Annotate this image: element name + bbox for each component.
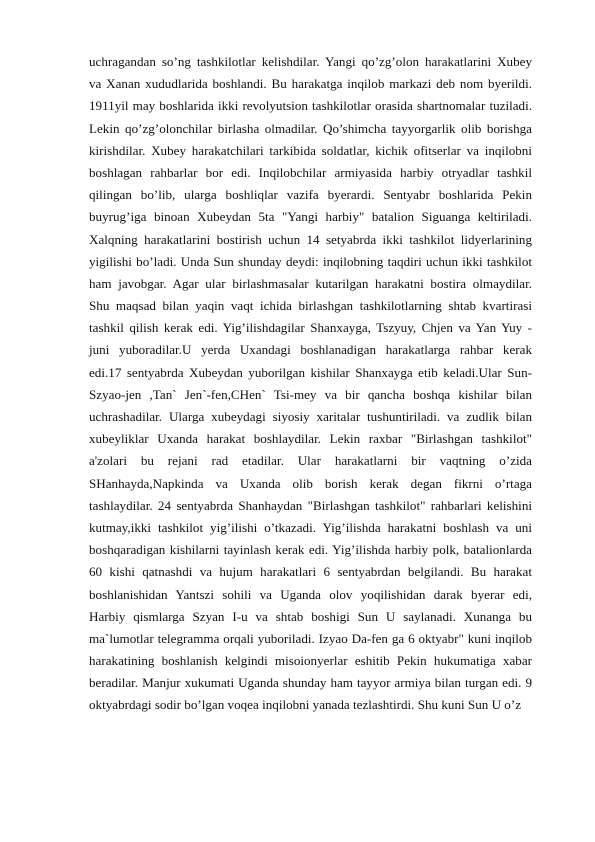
text-line: Harbiy qismlarga Szyan I-u va shtab boshigi Sun U saylanadi. Xunanga bu <box>89 608 532 624</box>
text-line: tashlaydilar. 24 sentyabrda Shanhaydan "Birlashgan tashkilot" rahbarlari kelishini <box>89 497 532 513</box>
text-line: Shu maqsad bilan yaqin vaqt ichida birlashgan tashkilotlarning shtab kvartirasi <box>89 298 532 314</box>
text-line: Xalqning harakatlarini bostirish uchun 14 setyabrda ikki tashkilot lidyerlarining <box>89 231 532 247</box>
text-line: boshqaradigan kishilarni tayinlash kerak edi. Yig’ilishda harbiy polk, batalionlarda <box>89 542 532 558</box>
text-line: uchragandan so’ng tashkilotlar kelishdilar. Yangi qo’zg’olon harakatlarini Xubey <box>89 54 532 69</box>
text-line: kirishdilar. Xubey harakatchilari tarkibida soldatlar, kichik ofitserlar va inqilobni <box>89 142 532 158</box>
text-line: SHanhayda,Napkinda va Uxanda olib borish kerak degan fikrni o’rtaga <box>89 475 532 491</box>
body-text <box>89 51 532 717</box>
text-line: 1911yil may boshlarida ikki revolyutsion tashkilotlar orasida shartnomalar tuziladi. <box>89 98 532 114</box>
text-line: yigilishi bo’ladi. Unda Sun shunday deydi: inqilobning taqdiri uchun ikki tashkilot <box>89 253 532 269</box>
text-line: ham javobgar. Agar ular birlashmasalar kutarilgan harakatni bostira olmaydilar. <box>89 275 532 291</box>
text-line: juni yuboradilar.U yerda Uxandagi boshlanadigan harakatlarga rahbar kerak <box>89 342 532 358</box>
text-line: ma`lumotlar telegramma orqali yuboriladi. Izyao Da-fen ga 6 oktyabr" kuni inqilob <box>89 630 532 646</box>
text-line: boshlagan rahbarlar bor edi. Inqilobchilar armiyasida harbiy otryadlar tashkil <box>89 164 532 180</box>
text-line: edi.17 sentyabrda Xubeydan yuborilgan kishilar Shanxayga etib keladi.Ular Sun- <box>89 364 532 380</box>
text-line: va Xanan xududlarida boshlandi. Bu harakatga inqilob markazi deb nom byerildi. <box>89 76 532 92</box>
text-line: oktyabrdagi sodir bo’lgan voqea inqilobni yanada tezlashtirdi. Shu kuni Sun U o’z <box>89 697 522 713</box>
text-line: tashkil qilish kerak edi. Yig’ilishdagilar Shanxayga, Tszyuy, Chjen va Yan Yuy - <box>89 320 532 336</box>
text-line: xubeyliklar Uxanda harakat boshlaydilar. Lekin raxbar "Birlashgan tashkilot" <box>89 431 532 447</box>
text-line: beradilar. Manjur xukumati Ugandа shunday ham tayyor armiya bilan turgan edi. 9 <box>89 675 532 691</box>
text-line: buyrug’iga binoan Xubeydan 5ta "Yangi harbiy" batalion Siguanga keltiriladi. <box>89 209 532 225</box>
text-line: Lekin qo’zg’olonchilar birlasha olmadilar. Qo’shimcha tayyorgarlik olib borishga <box>89 120 532 136</box>
text-line: qilingan bo’lib, ularga boshliqlar vazifa byerardi. Sentyabr boshlarida Pekin <box>89 187 532 203</box>
text-line: harakatining boshlanish kelgindi misoionyerlar eshitib Pekin hukumatiga xabar <box>89 653 532 669</box>
text-line: 60 kishi qatnashdi va hujum harakatlari 6 sentyabrdan belgilandi. Bu harakat <box>89 564 532 580</box>
text-line: a'zolari bu rejani rad etadilar. Ular harakatlarni bir vaqtning o’zida <box>89 453 532 469</box>
text-line: uchrashadilar. Ularga xubeydagi siyosiy xaritalar tushuntiriladi. va zudlik bilan <box>89 409 532 424</box>
text-line: Szyao-jen ,Tan` Jen`-fen,CHen` Tsi-mey va bir qancha boshqa kishilar bilan <box>89 386 532 402</box>
text-line: kutmay,ikki tashkilot yig’ilishi o’tkazadi. Yig’ilishda harakatni boshlash va uni <box>89 519 532 535</box>
text-line: boshlanishidan Yantszi sohili va Uganda olov yoqilishidan darak byerar edi, <box>89 586 532 602</box>
